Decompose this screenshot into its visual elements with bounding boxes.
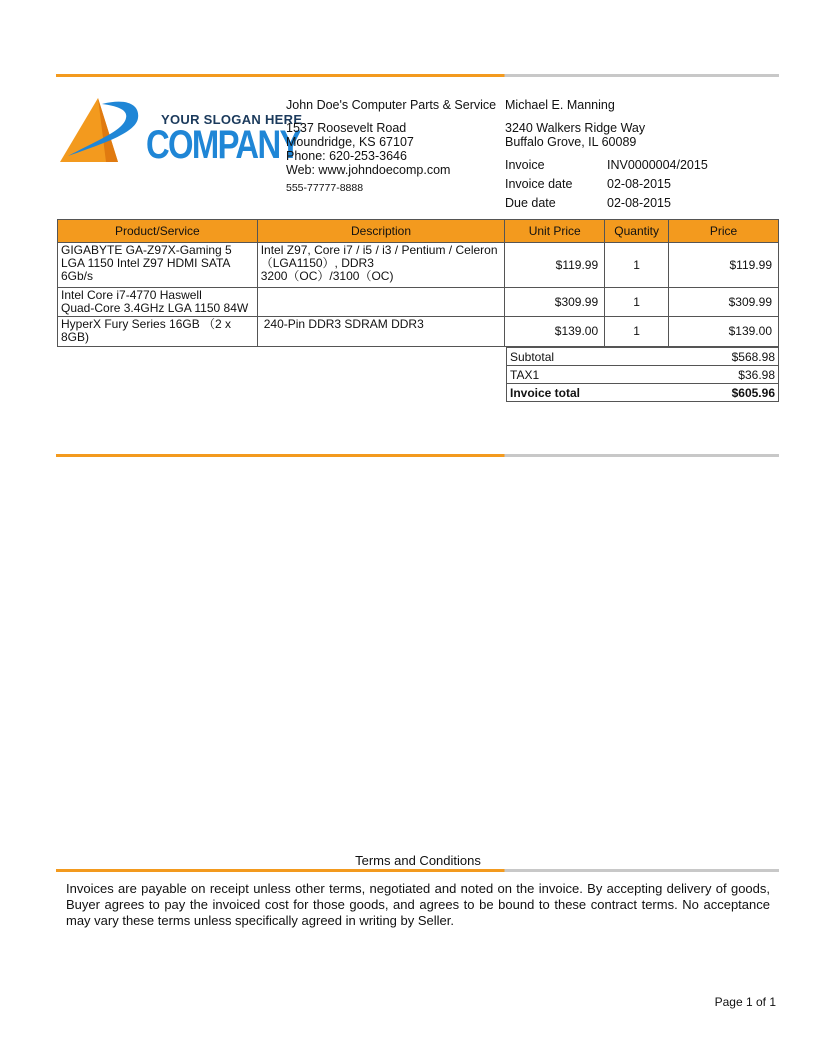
line-items-table [57, 219, 779, 347]
seller-address1: 1537 Roosevelt Road [286, 121, 407, 135]
terms-title: Terms and Conditions [355, 853, 481, 868]
table-row [58, 243, 779, 288]
product-line: LGA 1150 Intel Z97 HDMI SATA [61, 256, 231, 270]
quantity-cell: 1 [605, 317, 669, 347]
product-cell [58, 243, 258, 288]
quantity-cell: 1 [605, 288, 669, 317]
buyer-name: Michael E. Manning [505, 98, 615, 112]
terms-body: Invoices are payable on receipt unless other terms, negotiated and noted on the invoice. By accepting delivery of goods, Buyer agrees to pay the invoiced cost for those goods, and agrees to be bound to these contract terms. No acceptance may vary these terms unless specifically agreed in writing by Seller. [66, 881, 770, 928]
terms-divider [56, 869, 779, 872]
table-row [58, 288, 779, 317]
description-line: 3200（OC）/3100（OC) [260, 269, 394, 283]
col-header-price: Price [669, 220, 779, 243]
table-header-row [58, 220, 779, 243]
col-header-description: Description [257, 220, 505, 243]
tax-label: TAX1 [507, 366, 672, 384]
top-divider [56, 74, 779, 77]
quantity-cell: 1 [605, 243, 669, 288]
product-line: Intel Core i7-4770 Haswell [61, 288, 202, 302]
invoice-number: INV0000004/2015 [607, 158, 708, 172]
subtotal-row [507, 348, 779, 366]
product-line: GIGABYTE GA-Z97X-Gaming 5 [61, 243, 232, 257]
invoice-total-row [507, 384, 779, 402]
table-row [58, 317, 779, 347]
description-line: 240-Pin DDR3 SDRAM DDR3 [263, 317, 424, 331]
price-cell: $139.00 [669, 317, 779, 347]
unit-price-cell: $309.99 [505, 288, 605, 317]
description-cell [257, 288, 505, 317]
seller-phone: Phone: 620-253-3646 [286, 149, 407, 163]
seller-address2: Moundridge, KS 67107 [286, 135, 414, 149]
product-cell [58, 317, 258, 347]
subtotal-value: $568.98 [671, 348, 778, 366]
col-header-product: Product/Service [58, 220, 258, 243]
col-header-quantity: Quantity [605, 220, 669, 243]
tax-row [507, 366, 779, 384]
middle-divider [56, 454, 779, 457]
product-line: 6Gb/s [61, 269, 94, 283]
subtotal-label: Subtotal [507, 348, 672, 366]
logo-slogan: YOUR SLOGAN HERE [161, 112, 303, 127]
seller-web: Web: www.johndoecomp.com [286, 163, 451, 177]
description-cell [257, 317, 505, 347]
description-line: Intel Z97, Core i7 / i5 / i3 / Pentium / Celeron [260, 243, 498, 257]
invoice-total-label: Invoice total [507, 384, 672, 402]
due-date: 02-08-2015 [607, 196, 671, 210]
invoice-number-label: Invoice [505, 158, 545, 172]
totals-table [506, 347, 779, 402]
product-line: Quad-Core 3.4GHz LGA 1150 84W [61, 301, 249, 315]
due-date-label: Due date [505, 196, 556, 210]
description-line: （LGA1150）, DDR3 [260, 256, 374, 270]
invoice-date-label: Invoice date [505, 177, 573, 191]
page-number: Page 1 of 1 [714, 995, 776, 1009]
price-cell: $309.99 [669, 288, 779, 317]
col-header-unit-price: Unit Price [505, 220, 605, 243]
product-cell [58, 288, 258, 317]
invoice-date: 02-08-2015 [607, 177, 671, 191]
tax-value: $36.98 [671, 366, 778, 384]
seller-extra-number: 555-77777-8888 [286, 182, 364, 194]
description-cell [257, 243, 505, 288]
unit-price-cell: $139.00 [505, 317, 605, 347]
unit-price-cell: $119.99 [505, 243, 605, 288]
product-line: 8GB) [61, 330, 90, 344]
buyer-address1: 3240 Walkers Ridge Way [505, 121, 646, 135]
logo-company-name: COMPANY [146, 123, 300, 167]
price-cell: $119.99 [669, 243, 779, 288]
buyer-address2: Buffalo Grove, IL 60089 [505, 135, 637, 149]
seller-name: John Doe's Computer Parts & Service [286, 98, 497, 112]
product-line: HyperX Fury Series 16GB （2 x [61, 317, 232, 331]
invoice-total-value: $605.96 [671, 384, 778, 402]
